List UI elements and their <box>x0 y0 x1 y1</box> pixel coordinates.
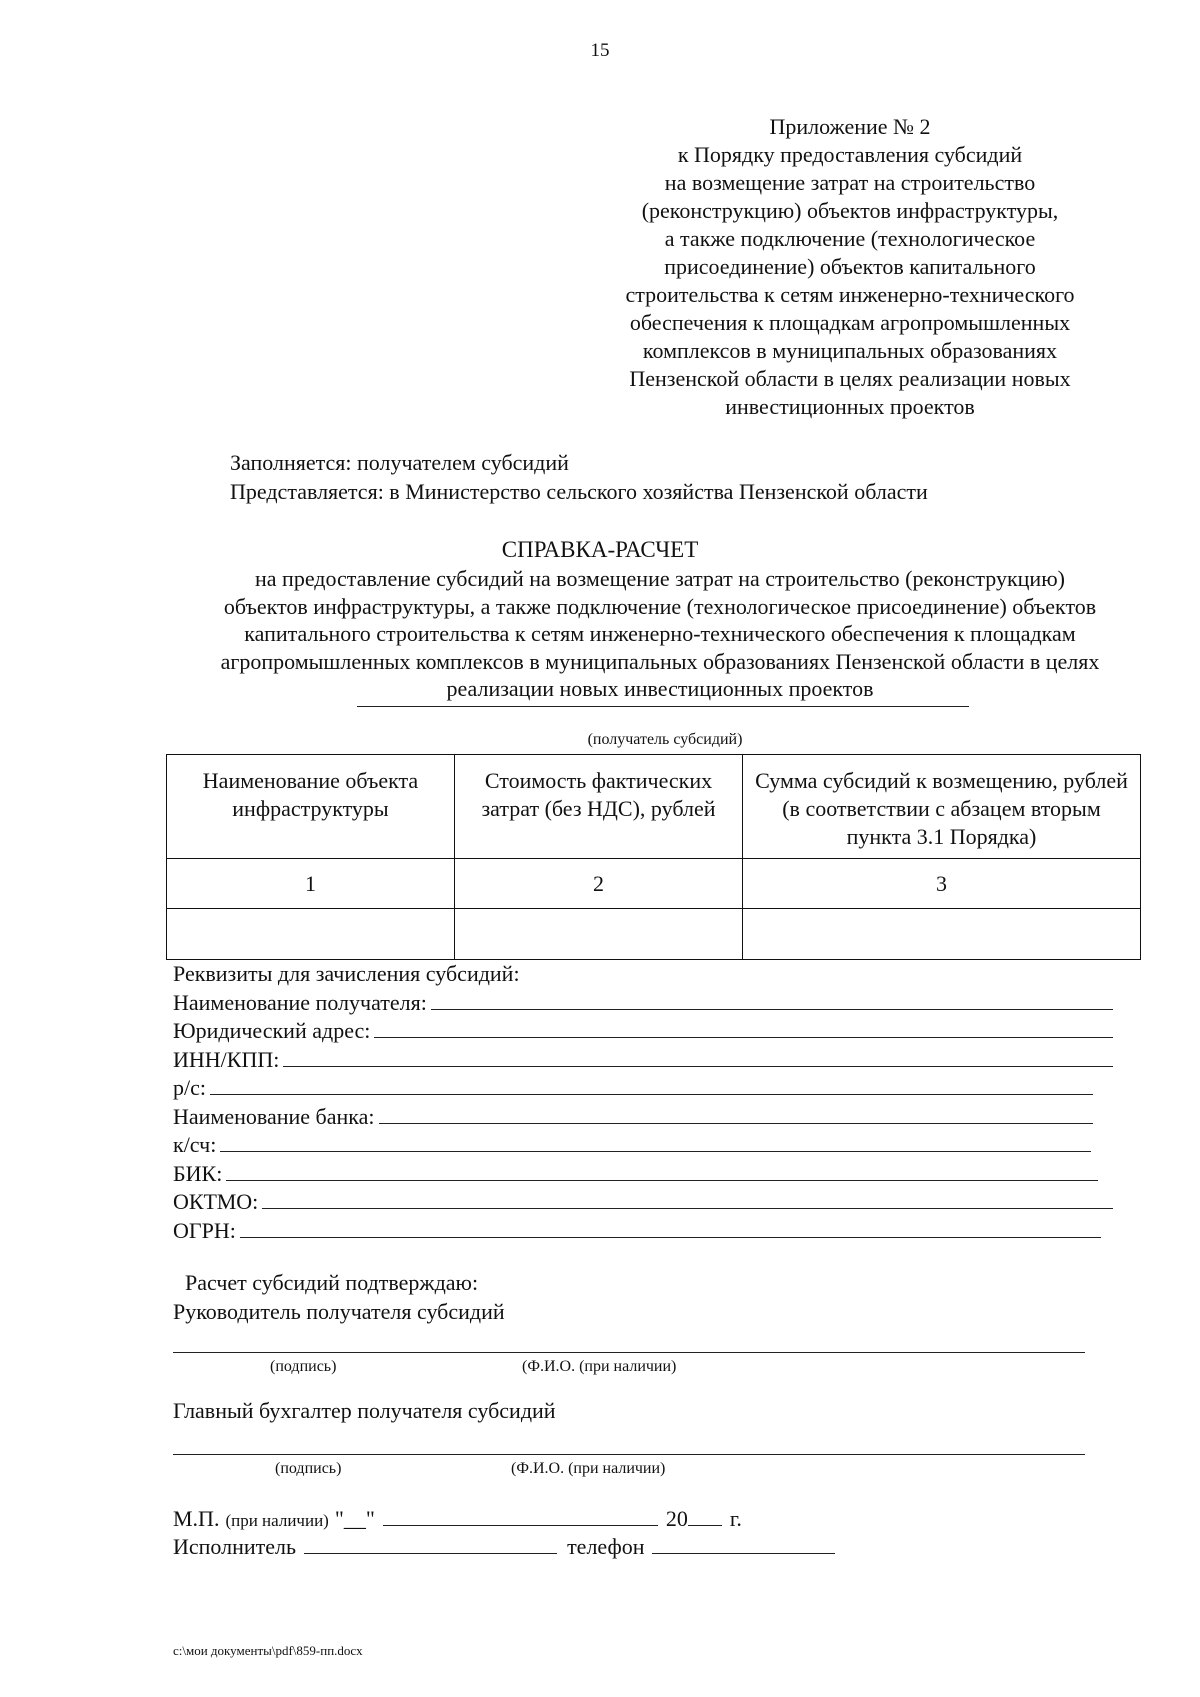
requisite-row <box>173 1160 1098 1189</box>
phone-label: телефон <box>567 1534 645 1559</box>
subtitle-line: агропромышленных комплексов в муниципальных образованиях Пензенской области в целях <box>220 648 1100 674</box>
requisite-label: ИНН/КПП: <box>173 1046 280 1072</box>
head-signature-line[interactable] <box>173 1352 1085 1353</box>
ogrn-field[interactable] <box>240 1217 1101 1238</box>
day-field[interactable]: "__" <box>334 1506 375 1531</box>
subtitle-line: объектов инфраструктуры, а также подключение (технологическое присоединение) объектов <box>223 593 1097 619</box>
requisite-label: р/с: <box>173 1075 206 1100</box>
year-prefix: 20 <box>665 1506 688 1531</box>
requisite-row <box>173 989 1113 1018</box>
requisite-row <box>173 1046 1113 1075</box>
header-subsidy-amount: Сумма субсидий к возмещению, рублей (в соответствии с абзацем вторым пункта 3.1 Порядка) <box>743 755 1141 859</box>
filled-by-text: Заполняется: получателем субсидий <box>230 450 569 475</box>
requisite-label: к/сч: <box>173 1132 217 1157</box>
month-field[interactable] <box>383 1505 658 1526</box>
appendix-line: (реконструкцию) объектов инфраструктуры, <box>641 198 1059 223</box>
recipient-caption: (получатель субсидий) <box>587 731 743 748</box>
recipient-name-field[interactable] <box>431 989 1113 1010</box>
requisite-row <box>173 1017 1113 1046</box>
table-cell-empty[interactable] <box>455 909 743 960</box>
column-number: 1 <box>167 859 455 909</box>
chief-accountant-label: Главный бухгалтер получателя субсидий <box>173 1398 556 1423</box>
table-cell-empty[interactable] <box>743 909 1141 960</box>
table-cell-empty[interactable] <box>167 909 455 960</box>
appendix-line: к Порядку предоставления субсидий <box>677 142 1023 167</box>
requisite-row <box>173 1217 1101 1246</box>
subtitle-line: реализации новых инвестиционных проектов <box>446 676 874 701</box>
requisite-label: Наименование банка: <box>173 1103 375 1129</box>
phone-field[interactable] <box>652 1533 835 1554</box>
appendix-line: инвестиционных проектов <box>725 394 975 419</box>
footer-file-path: c:\мои документы\pdf\859-пп.docx <box>173 1643 363 1658</box>
appendix-line: присоединение) объектов капитального <box>664 254 1036 279</box>
chief-name-caption: (Ф.И.О. (при наличии) <box>511 1460 666 1477</box>
header-object-name: Наименование объекта инфраструктуры <box>167 755 455 859</box>
bank-name-field[interactable] <box>379 1103 1093 1124</box>
appendix-line: Приложение № 2 <box>769 114 931 139</box>
requisite-row <box>173 1074 1093 1103</box>
executor-row <box>173 1533 835 1560</box>
account-number-field[interactable] <box>210 1074 1093 1095</box>
executor-field[interactable] <box>304 1533 557 1554</box>
requisite-label: БИК: <box>173 1160 223 1186</box>
requisites-heading: Реквизиты для зачисления субсидий: <box>173 961 520 986</box>
correspondent-account-field[interactable] <box>220 1131 1091 1152</box>
head-name-caption: (Ф.И.О. (при наличии) <box>522 1358 677 1375</box>
fill-info <box>230 448 928 506</box>
mp-note: (при наличии) <box>225 1511 329 1530</box>
oktmo-field[interactable] <box>262 1188 1113 1209</box>
subsidy-calculation-table <box>166 754 1141 960</box>
header-actual-costs: Стоимость фактических затрат (без НДС), рублей <box>455 755 743 859</box>
year-field[interactable] <box>688 1505 722 1526</box>
form-subtitle <box>160 565 1160 703</box>
bik-field[interactable] <box>226 1160 1098 1181</box>
form-title: СПРАВКА-РАСЧЕТ <box>501 537 699 562</box>
chief-signature-line[interactable] <box>173 1454 1085 1455</box>
appendix-line: обеспечения к площадкам агропромышленных <box>629 310 1071 335</box>
chief-signature-caption: (подпись) <box>275 1460 342 1477</box>
appendix-line: на возмещение затрат на строительство <box>664 170 1036 195</box>
appendix-line: а также подключение (технологическое <box>664 226 1036 251</box>
confirmation-block <box>173 1268 505 1326</box>
mp-label: М.П. <box>173 1506 220 1531</box>
requisite-label: ОГРН: <box>173 1217 236 1243</box>
stamp-date-row <box>173 1505 742 1532</box>
recipient-input-line[interactable] <box>357 706 969 707</box>
requisites-section <box>173 960 1113 1245</box>
appendix-header <box>600 113 1100 421</box>
table-row <box>167 909 1141 960</box>
inn-kpp-field[interactable] <box>283 1046 1113 1067</box>
subtitle-line: капитального строительства к сетям инженерно-технического обеспечения к площадкам <box>244 621 1076 646</box>
submitted-to-text: Представляется: в Министерство сельского хозяйства Пензенской области <box>230 479 928 504</box>
table-number-row <box>167 859 1141 909</box>
legal-address-field[interactable] <box>374 1017 1113 1038</box>
requisite-row <box>173 1188 1113 1217</box>
page-number: 15 <box>590 40 610 61</box>
appendix-line: комплексов в муниципальных образованиях <box>642 338 1058 363</box>
requisite-label: Юридический адрес: <box>173 1018 371 1043</box>
requisite-row <box>173 1131 1091 1160</box>
appendix-line: Пензенской области в целях реализации новых <box>629 366 1071 391</box>
year-suffix: г. <box>729 1506 742 1531</box>
requisite-label: Наименование получателя: <box>173 989 427 1015</box>
subtitle-line: на предоставление субсидий на возмещение затрат на строительство (реконструкцию) <box>255 566 1065 591</box>
head-signature-caption: (подпись) <box>270 1358 337 1375</box>
head-label: Руководитель получателя субсидий <box>173 1299 505 1324</box>
requisite-label: ОКТМО: <box>173 1189 259 1214</box>
column-number: 2 <box>455 859 743 909</box>
table-header-row <box>167 755 1141 859</box>
executor-label: Исполнитель <box>173 1534 297 1559</box>
confirm-text: Расчет субсидий подтверждаю: <box>185 1270 479 1295</box>
requisite-row <box>173 1103 1093 1132</box>
appendix-line: строительства к сетям инженерно-технического <box>625 282 1075 307</box>
column-number: 3 <box>743 859 1141 909</box>
